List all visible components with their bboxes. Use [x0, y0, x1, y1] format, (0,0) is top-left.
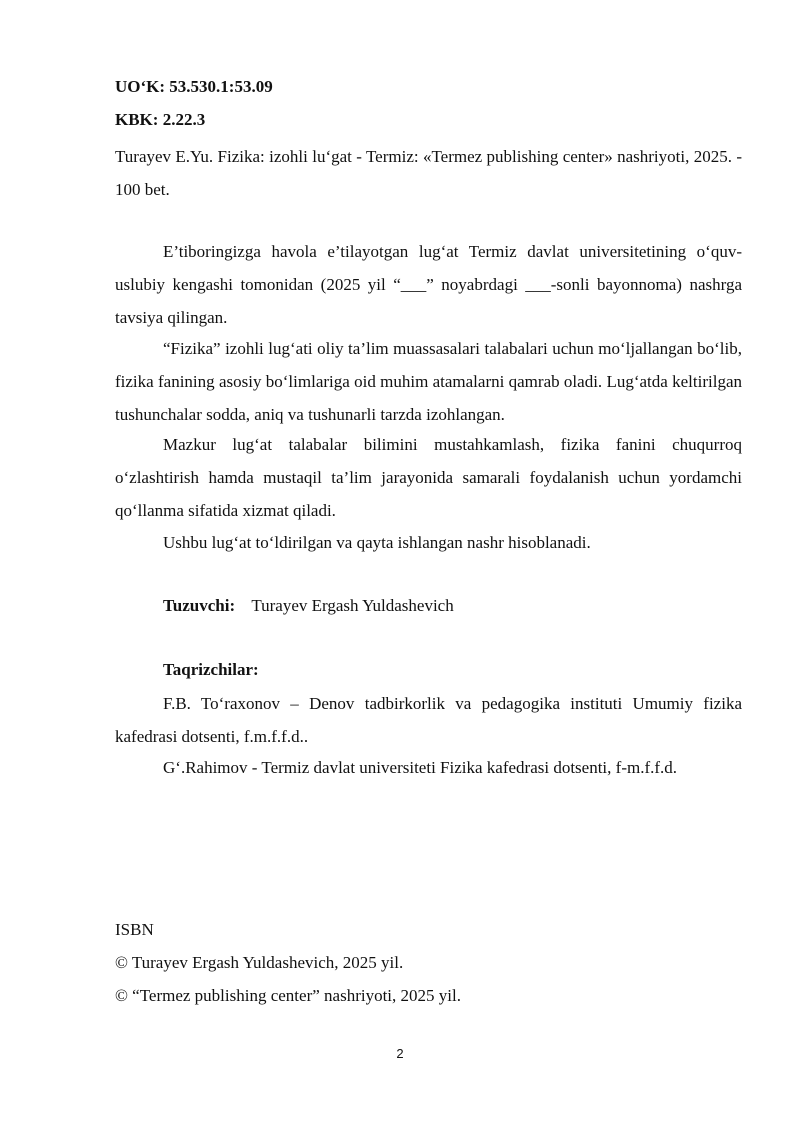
bibliographic-citation: Turayev E.Yu. Fizika: izohli lu‘gat - Termiz: «Termez publishing center» nashriyoti, 2025. - 100 bet.: [115, 147, 742, 199]
uok-code: UO‘K: 53.530.1:53.09: [115, 77, 273, 96]
copyright-author: © Turayev Ergash Yuldashevich, 2025 yil.: [115, 953, 404, 972]
reviewers-label: Taqrizchilar:: [163, 660, 259, 679]
kbk-code: KBK: 2.22.3: [115, 110, 206, 129]
reviewer-item: F.B. To‘raxonov – Denov tadbirkorlik va pedagogika instituti Umumiy fizika kafedrasi dotsenti, f.m.f.f.d..: [115, 694, 742, 746]
paragraph-description: “Fizika” izohli lug‘ati oliy ta’lim muassasalari talabalari uchun mo‘ljallangan bo‘lib, fizika fanining asosiy bo‘limlariga oid muhim atamalarni qamrab oladi. Lug‘atda keltirilgan tushunchalar sodda, aniq va tushunarli tarzda izohlangan.: [115, 339, 742, 424]
page-number: 2: [396, 1046, 404, 1061]
isbn-label: ISBN: [115, 920, 154, 939]
compiler-line: [163, 596, 454, 616]
copyright-publisher: © “Termez publishing center” nashriyoti, 2025 yil.: [115, 986, 461, 1005]
compiler-name: Turayev Ergash Yuldashevich: [251, 596, 454, 615]
paragraph-purpose: Mazkur lug‘at talabalar bilimini mustahkamlash, fizika fanini chuqurroq o‘zlashtirish hamda mustaqil ta’lim jarayonida samarali foydalanish uchun yordamchi qo‘llanma sifatida xizmat qiladi.: [115, 435, 742, 520]
compiler-label: Tuzuvchi:: [163, 596, 236, 615]
reviewer-item: G‘.Rahimov - Termiz davlat universiteti Fizika kafedrasi dotsenti, f-m.f.f.d.: [163, 758, 678, 777]
paragraph-approval: E’tiboringizga havola e’tilayotgan lug‘at Termiz davlat universitetining o‘quv-uslubiy kengashi tomonidan (2025 yil “___” noyabrdagi ___-sonli bayonnoma) nashrga tavsiya qilingan.: [115, 242, 742, 327]
paragraph-edition-note: Ushbu lug‘at to‘ldirilgan va qayta ishlangan nashr hisoblanadi.: [163, 533, 591, 552]
